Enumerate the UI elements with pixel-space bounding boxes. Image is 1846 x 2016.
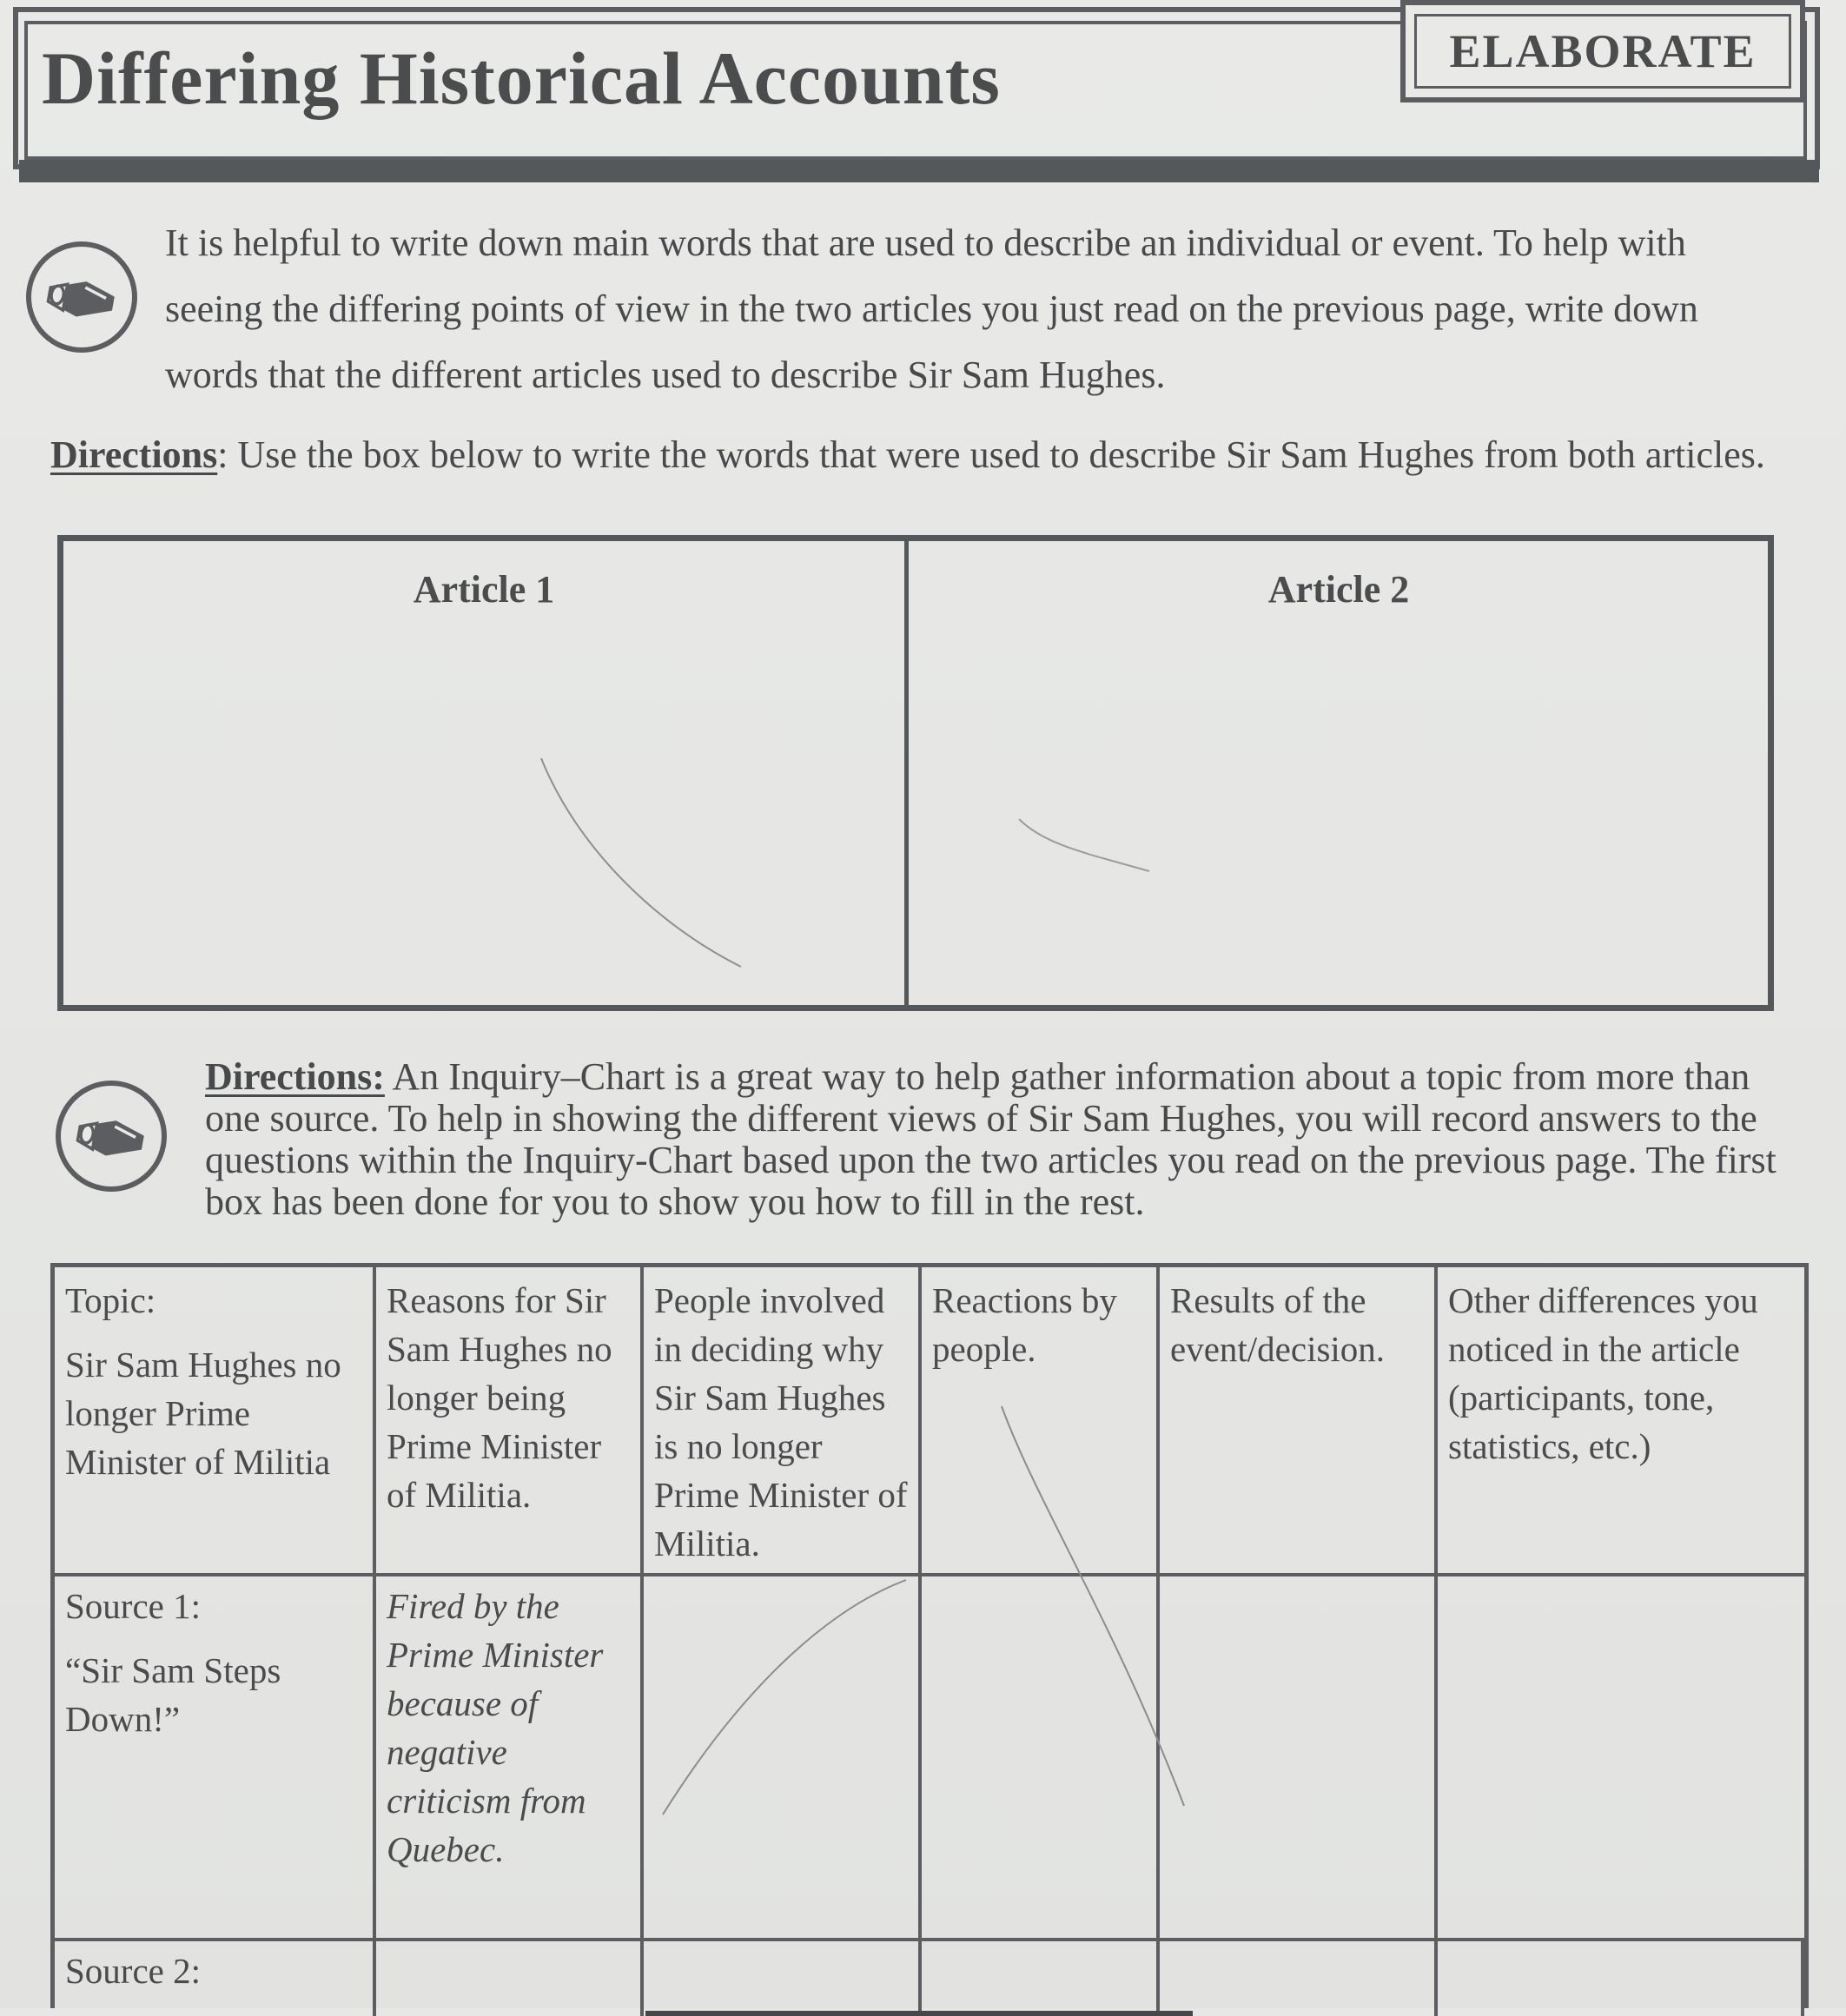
topic-label: Topic:	[65, 1280, 156, 1320]
pen-scratch	[480, 750, 776, 975]
intro-text: It is helpful to write down main words that are used to describe an individual or event. To help with seeing the differing points of view in the two articles you just read on the previous page, write down words that the different articles used to describe Sir Sam Hughes.	[165, 221, 1698, 396]
header-results: Results of the event/decision.	[1160, 1267, 1438, 1573]
source-1-title: “Sir Sam Steps Down!”	[65, 1650, 281, 1739]
header-reactions: Reactions by people.	[922, 1267, 1160, 1573]
source-1-reasons-answer: Fired by the Prime Minister because of negative criticism from Quebec.	[376, 1573, 644, 1938]
directions-2	[205, 1056, 1803, 1223]
source-2-reactions[interactable]	[922, 1938, 1160, 2016]
article-2-heading: Article 2	[1267, 568, 1410, 611]
directions-1-label: Directions	[50, 433, 218, 476]
header-people-involved: People involved in deciding why Sir Sam Hughes is no longer Prime Minister of Militia.	[644, 1267, 922, 1573]
chart-header-row	[55, 1267, 1804, 1576]
topic-cell	[55, 1267, 376, 1573]
header-other-differences: Other differences you noticed in the article (participants, tone, statistics, etc.)	[1448, 1280, 1758, 1466]
header-reasons: Reasons for Sir Sam Hughes no longer being Prime Minister of Militia.	[376, 1267, 644, 1573]
eraser-icon	[26, 241, 137, 353]
directions-1-text: Use the box below to write the words that were used to describe Sir Sam Hughes from both articles.	[237, 433, 1765, 476]
pen-scratch	[1010, 802, 1184, 889]
stage-badge-label: ELABORATE	[1449, 25, 1757, 77]
directions-1-separator: :	[217, 433, 228, 476]
eraser-icon	[56, 1081, 167, 1192]
source-2-cell	[55, 1938, 376, 2016]
article-comparison-box	[57, 535, 1774, 1011]
article-1-heading: Article 1	[413, 568, 555, 611]
source-1-cell	[55, 1573, 376, 1938]
source-2-underline	[645, 2011, 1193, 2016]
page-title: Differing Historical Accounts	[42, 36, 1001, 120]
source-2-people-involved[interactable]	[644, 1938, 922, 2016]
source-1-other-differences[interactable]	[1438, 1573, 1804, 1938]
directions-2-label: Directions:	[205, 1055, 385, 1098]
source-2-reasons[interactable]	[376, 1938, 644, 2016]
directions-1	[50, 431, 1788, 479]
source-2-label: Source 2:	[65, 1951, 201, 1991]
source-2-results[interactable]	[1160, 1938, 1438, 2016]
header-bottom-bar	[19, 160, 1819, 182]
source-1-label: Source 1:	[65, 1586, 201, 1626]
source-2-other-differences[interactable]	[1438, 1938, 1804, 2016]
directions-2-text: An Inquiry–Chart is a great way to help gather information about a topic from more than one source. To help in showing the different views of Sir Sam Hughes, you will record answers to the questions within the Inquiry-Chart based upon the two articles you read on the previous page. The first box has been done for you to show you how to fill in the rest.	[205, 1055, 1777, 1223]
stage-badge	[1400, 0, 1805, 102]
chart-row-source-2	[55, 1938, 1804, 2016]
topic-value: Sir Sam Hughes no longer Prime Minister of Militia	[65, 1345, 341, 1482]
source-1-people-involved[interactable]	[644, 1573, 922, 1938]
chart-row-source-1	[55, 1573, 1804, 1941]
source-1-reactions[interactable]	[922, 1573, 1160, 1938]
source-1-results[interactable]	[1160, 1573, 1438, 1938]
inquiry-chart	[50, 1263, 1809, 2008]
